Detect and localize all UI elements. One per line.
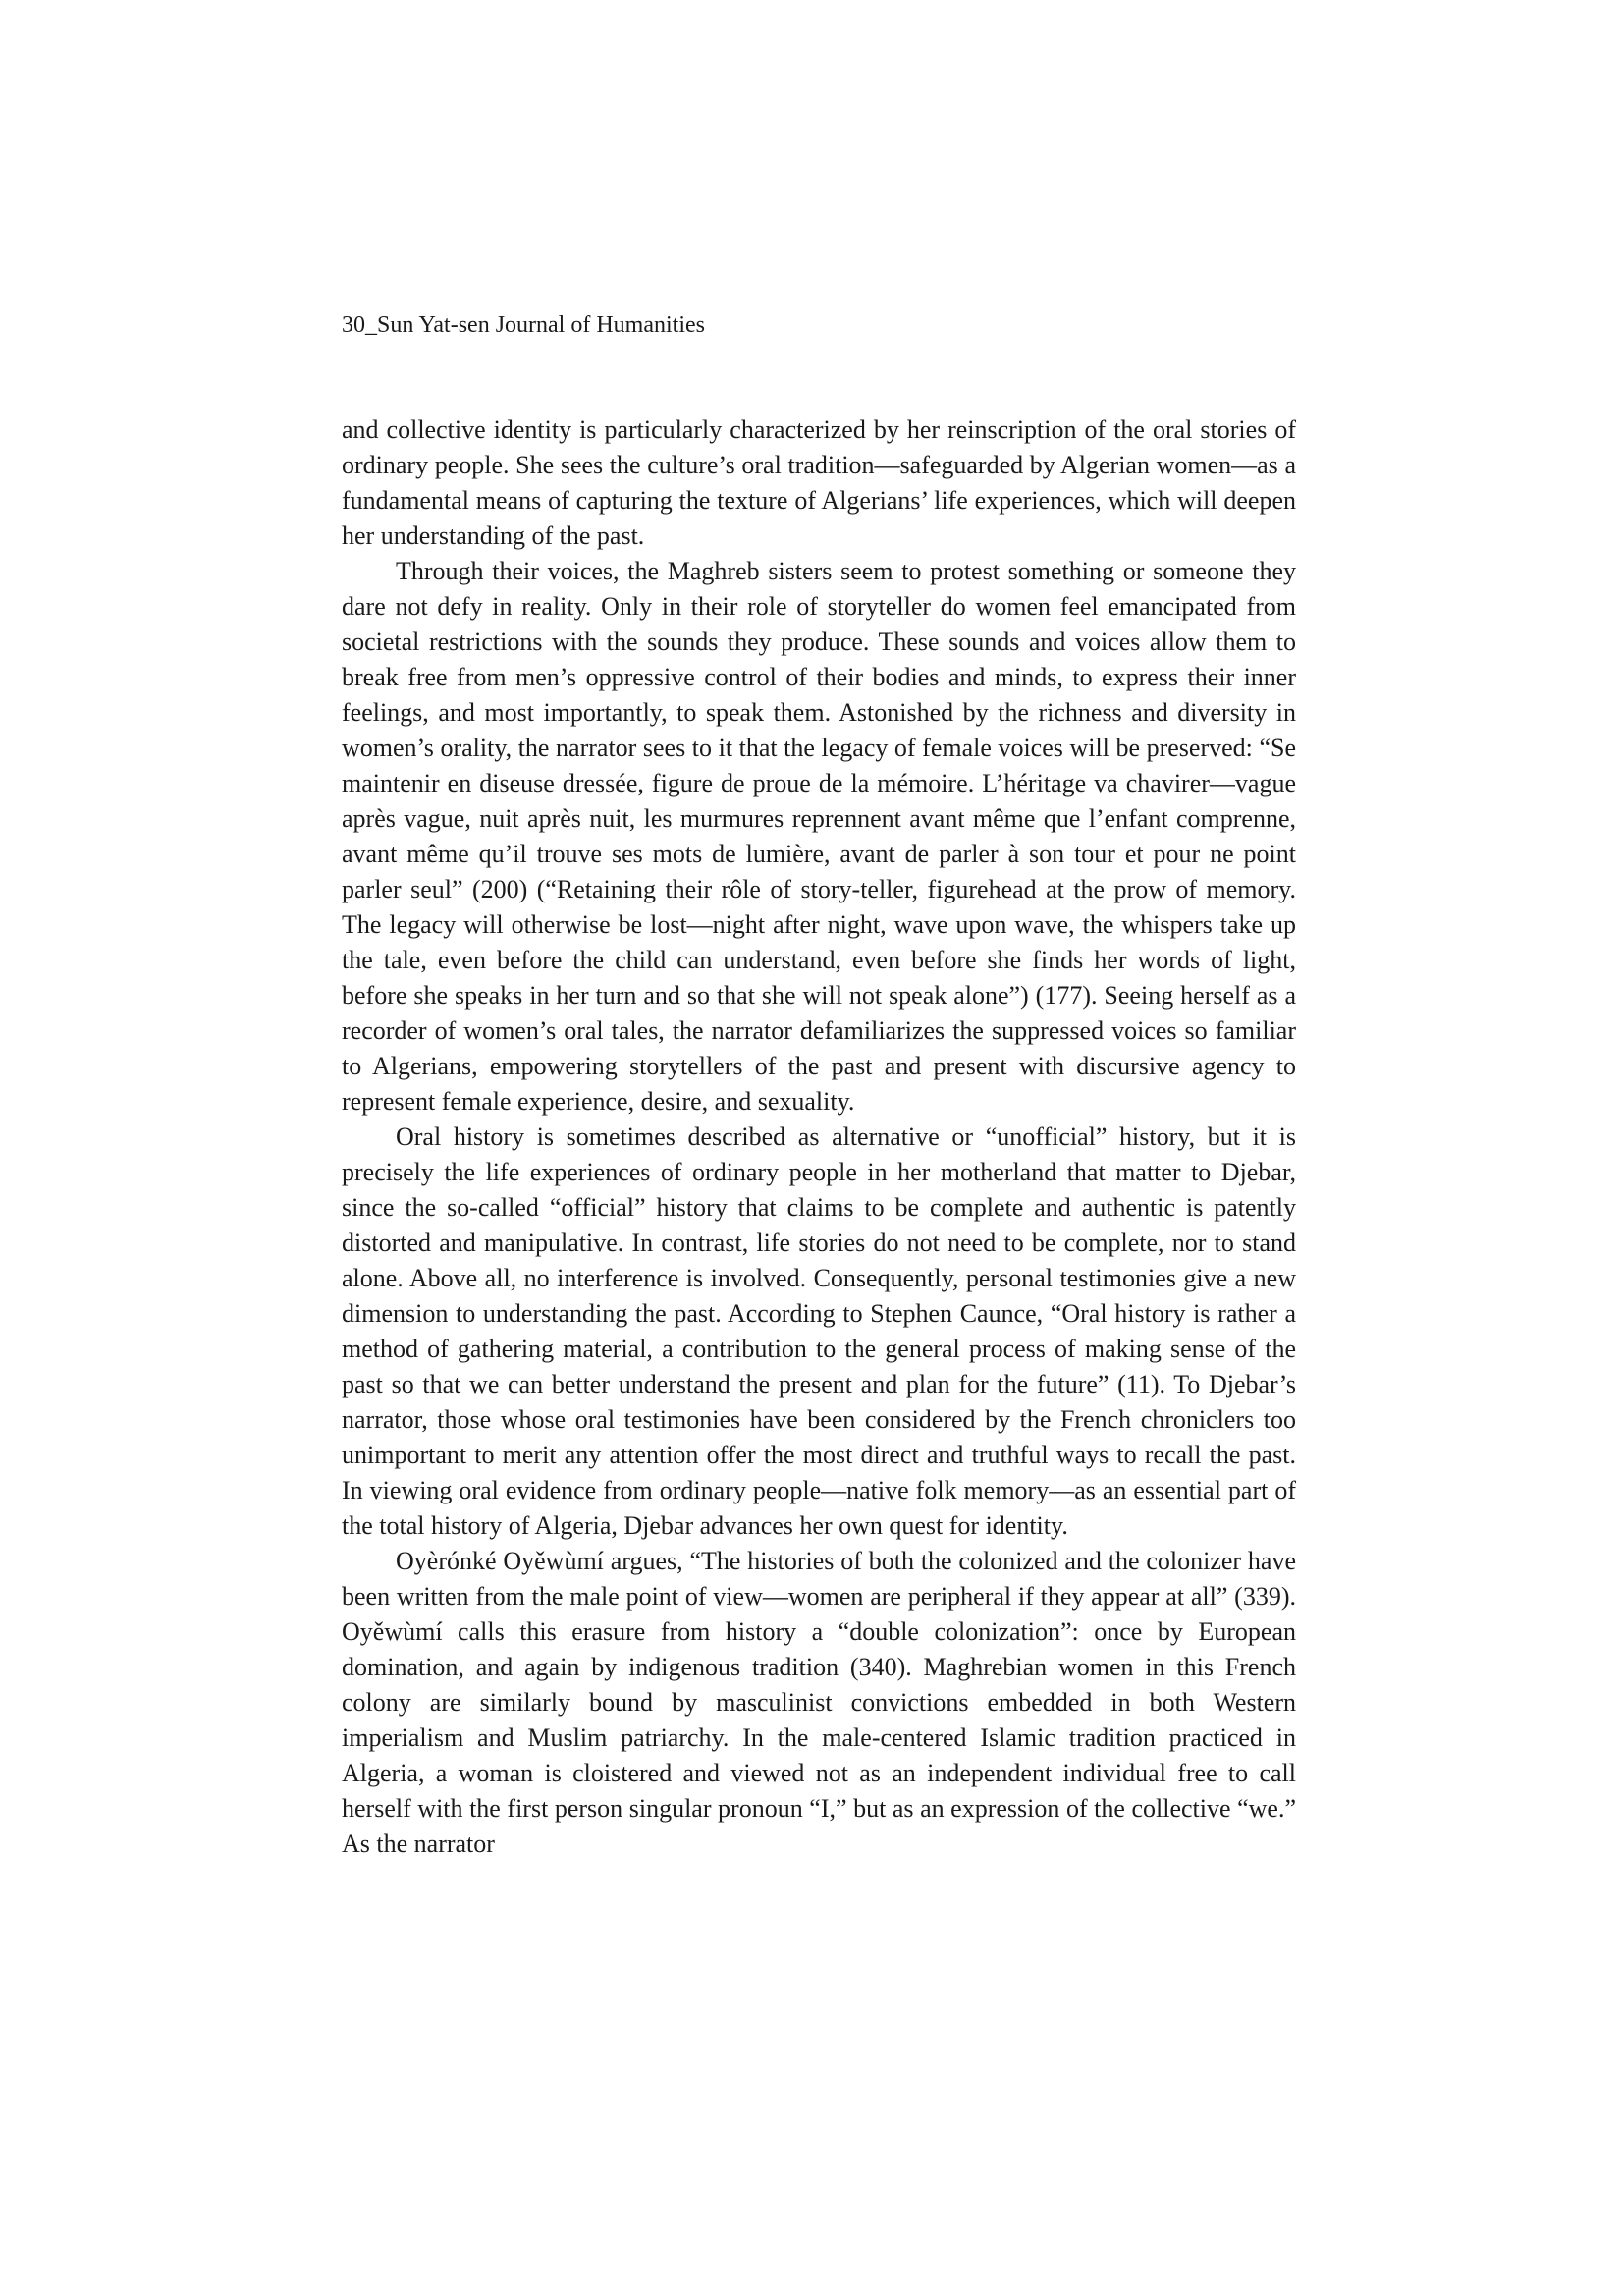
- running-head: 30_Sun Yat-sen Journal of Humanities: [342, 312, 705, 338]
- body-text: [342, 412, 1296, 1862]
- paragraph-double-colonization: Oyèrónké Oyěwùmí argues, “The histories of both the colonized and the colonizer have been written from the male point of view—women are peripheral if they appear at all” (339). Oyěwùmí calls this erasure from history a “double colonization”: once by European domination, and again by indigenous tradition (340). Maghrebian women in this French colony are similarly bound by masculinist convictions embedded in both Western imperialism and Muslim patriarchy. In the male-centered Islamic tradition practiced in Algeria, a woman is cloistered and viewed not as an independent individual free to call herself with the first person singular pronoun “I,” but as an expression of the collective “we.” As the narrator: [342, 1547, 1296, 1858]
- paragraph-continuation: and collective identity is particularly characterized by her reinscription of the oral stories of ordinary people. She sees the culture’s oral tradition—safeguarded by Algerian women—as a fundamental means of capturing the texture of Algerians’ life experiences, which will deepen her understanding of the past.: [342, 415, 1296, 550]
- paragraph-oral-history: Oral history is sometimes described as alternative or “unofficial” history, but it is precisely the life experiences of ordinary people in her motherland that matter to Djebar, since the so-called “official” history that claims to be complete and authentic is patently distorted and manipulative. In contrast, life stories do not need to be complete, nor to stand alone. Above all, no interference is involved. Consequently, personal testimonies give a new dimension to understanding the past. According to Stephen Caunce, “Oral history is rather a method of gathering material, a contribution to the general process of making sense of the past so that we can better understand the present and plan for the future” (11). To Djebar’s narrator, those whose oral testimonies have been considered by the French chroniclers too unimportant to merit any attention offer the most direct and truthful ways to recall the past. In viewing oral evidence from ordinary people—native folk memory—as an essential part of the total history of Algeria, Djebar advances her own quest for identity.: [342, 1122, 1296, 1540]
- paragraph-maghreb-voices: Through their voices, the Maghreb sisters seem to protest something or someone they dare not defy in reality. Only in their role of storyteller do women feel emancipated from societal restrictions with the sounds they produce. These sounds and voices allow them to break free from men’s oppressive control of their bodies and minds, to express their inner feelings, and most importantly, to speak them. Astonished by the richness and diversity in women’s orality, the narrator sees to it that the legacy of female voices will be preserved: “Se maintenir en diseuse dressée, figure de proue de la mémoire. L’héritage va chavirer—vague après vague, nuit après nuit, les murmures reprennent avant même que l’enfant comprenne, avant même qu’il trouve ses mots de lumière, avant de parler à son tour et pour ne point parler seul” (200) (“Retaining their rôle of story-teller, figurehead at the prow of memory. The legacy will otherwise be lost—night after night, wave upon wave, the whispers take up the tale, even before the child can understand, even before she finds her words of light, before she speaks in her turn and so that she will not speak alone”) (177). Seeing herself as a recorder of women’s oral tales, the narrator defamiliarizes the suppressed voices so familiar to Algerians, empowering storytellers of the past and present with discursive agency to represent female experience, desire, and sexuality.: [342, 557, 1296, 1116]
